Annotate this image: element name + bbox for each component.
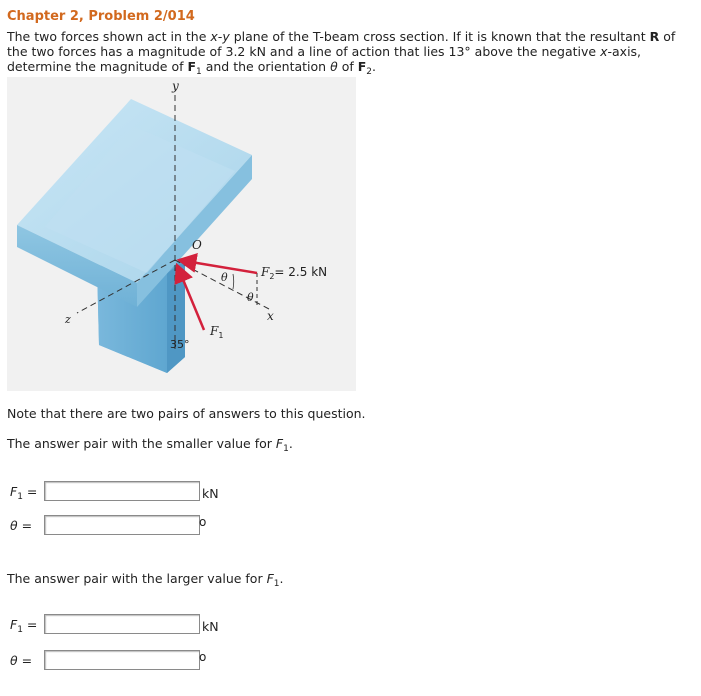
degree-unit: o bbox=[199, 650, 207, 664]
f1-label: $F_1$ = bbox=[10, 484, 38, 502]
pair-1-f1-input[interactable] bbox=[44, 481, 200, 501]
pair-2-label: The answer pair with the larger value for $F_1$. bbox=[7, 571, 284, 589]
pair-1-theta-input[interactable] bbox=[44, 515, 200, 535]
pair-1-label: The answer pair with the smaller value for $F_1$. bbox=[7, 436, 293, 454]
problem-title: Chapter 2, Problem 2/014 bbox=[7, 9, 195, 24]
theta-label: θ = bbox=[10, 653, 33, 668]
theta-arc bbox=[233, 274, 234, 289]
t-beam-diagram bbox=[7, 77, 356, 391]
t-beam-figure bbox=[7, 77, 356, 391]
theta-label-2: θ bbox=[247, 291, 254, 304]
force-f2-arrow bbox=[179, 260, 257, 273]
origin-label: O bbox=[192, 238, 202, 252]
x-axis-label: x bbox=[267, 309, 274, 323]
degree-unit: o bbox=[199, 515, 207, 529]
pair-2-f1-input[interactable] bbox=[44, 614, 200, 634]
problem-statement: The two forces shown act in the x-y plane of the T-beam cross section. If it is known that the resultant R of the two forces has a magnitude of 3.2 kN and a line of action that lies 13° above the negative x-axis, determine the magnitude of $F_1$ and the orientation θ of $F_2$. bbox=[7, 29, 676, 77]
y-axis-label: y bbox=[172, 79, 179, 93]
note-text: Note that there are two pairs of answers to this question. bbox=[7, 406, 366, 421]
pair-2-theta-input[interactable] bbox=[44, 650, 200, 670]
f1-unit: kN bbox=[202, 486, 219, 501]
theta-label-1: θ bbox=[221, 271, 228, 284]
beam-flange bbox=[17, 99, 252, 307]
f1-label: $F_1$ = bbox=[10, 617, 38, 635]
f1-unit: kN bbox=[202, 619, 219, 634]
angle-label: 35° bbox=[170, 338, 190, 351]
theta-label: θ = bbox=[10, 518, 33, 533]
z-axis-label: z bbox=[65, 313, 71, 326]
force-f2-label: $F_2= 2.5$ kN bbox=[261, 265, 328, 281]
force-f1-label: $F_1$ bbox=[210, 324, 224, 340]
